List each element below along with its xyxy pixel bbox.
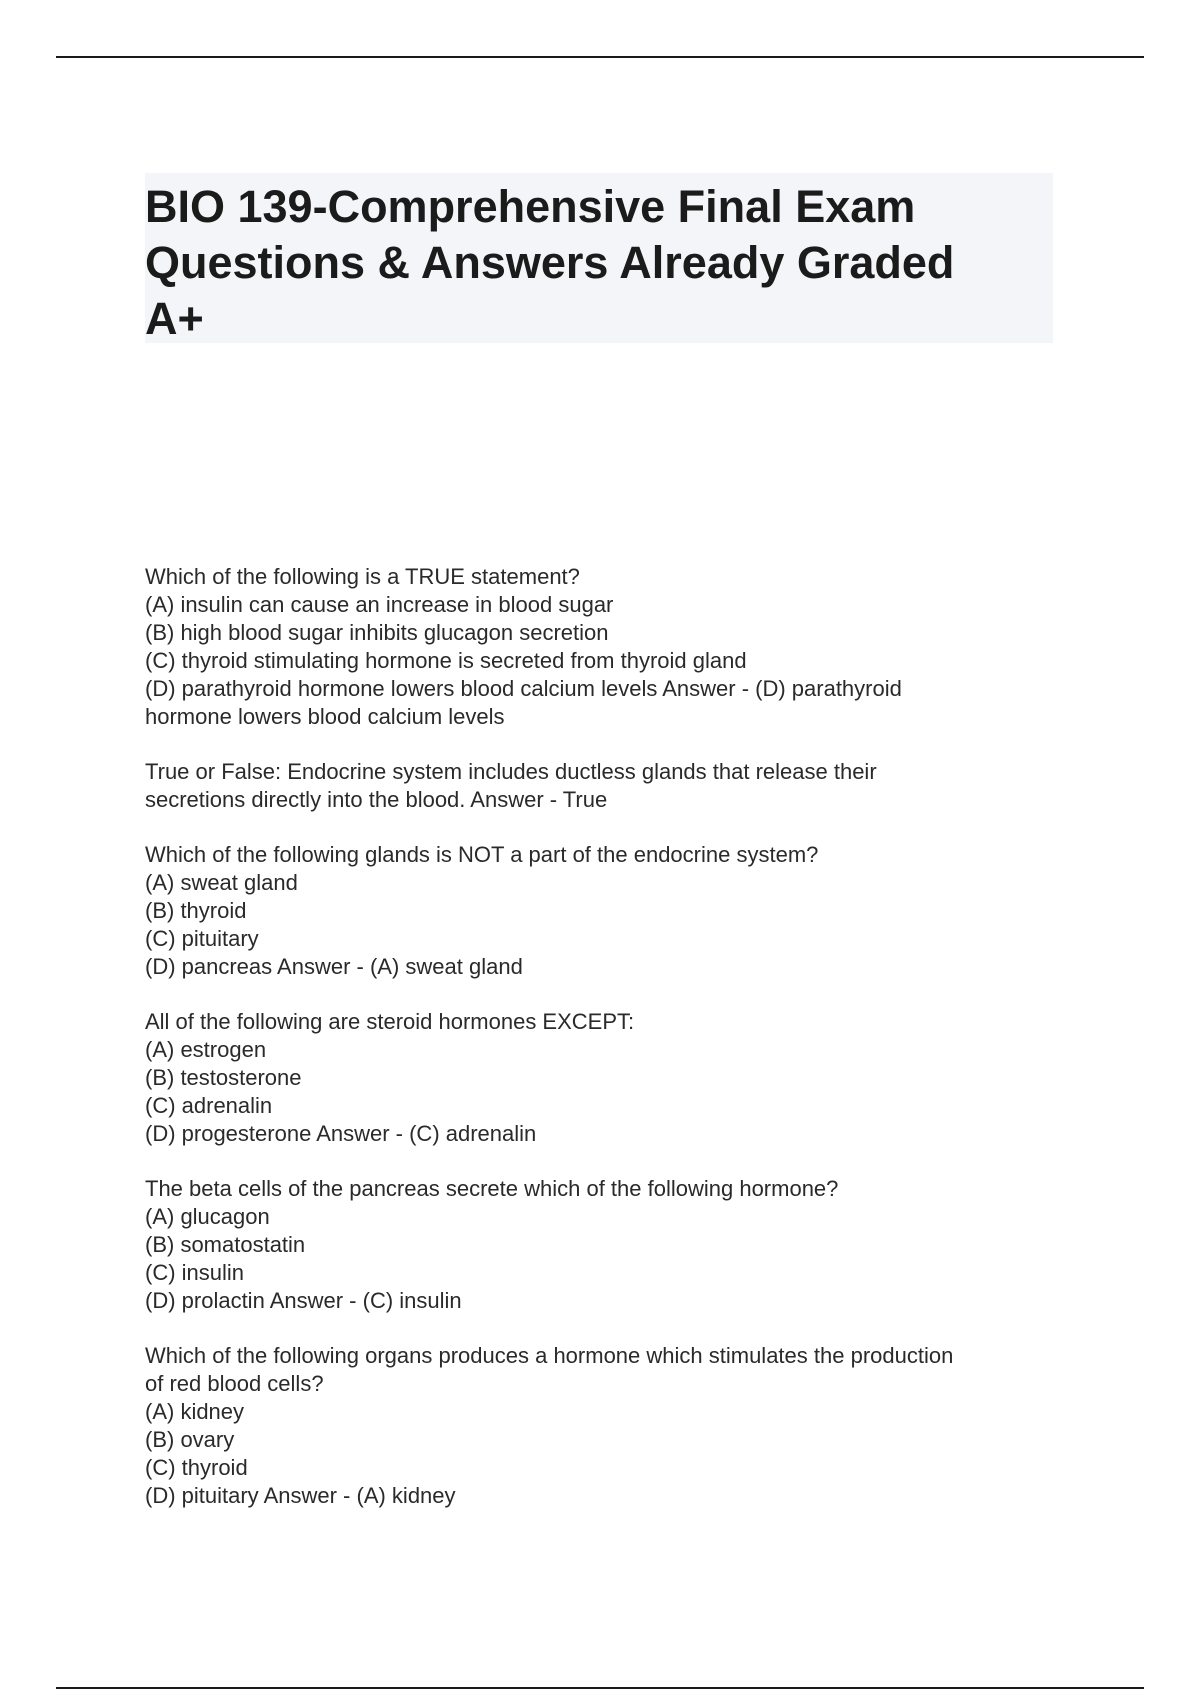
answer-option: (B) somatostatin [145,1232,306,1257]
answer-option: (B) ovary [145,1427,235,1452]
answer-text: hormone lowers blood calcium levels [145,704,505,729]
answer-option: (B) testosterone [145,1065,302,1090]
answer-option: (D) pituitary Answer - (A) kidney [145,1483,456,1508]
answer-text: secretions directly into the blood. Answer - True [145,787,608,812]
title-line: Questions & Answers Already Graded [145,237,955,288]
question-text: All of the following are steroid hormones EXCEPT: [145,1009,635,1034]
answer-option: (C) thyroid [145,1455,248,1480]
question-text: True or False: Endocrine system includes ductless glands that release their [145,759,877,784]
answer-option: (D) pancreas Answer - (A) sweat gland [145,954,523,979]
answer-option: (B) thyroid [145,898,247,923]
question-text: Which of the following organs produces a hormone which stimulates the production [145,1343,954,1368]
answer-option: (C) thyroid stimulating hormone is secreted from thyroid gland [145,648,747,673]
title-line: BIO 139-Comprehensive Final Exam [145,181,916,232]
question-item [145,563,1045,731]
answer-option: (D) parathyroid hormone lowers blood calcium levels Answer - (D) parathyroid [145,676,902,701]
question-item [145,1008,1045,1148]
answer-option: (A) insulin can cause an increase in blood sugar [145,592,614,617]
answer-option: (C) pituitary [145,926,259,951]
question-list [145,563,1045,1537]
document-title [145,173,1053,343]
answer-option: (A) glucagon [145,1204,270,1229]
answer-option: (B) high blood sugar inhibits glucagon secretion [145,620,609,645]
answer-option: (A) estrogen [145,1037,267,1062]
answer-option: (D) progesterone Answer - (C) adrenalin [145,1121,537,1146]
question-text: Which of the following is a TRUE statement? [145,564,580,589]
question-item [145,841,1045,981]
answer-option: (C) adrenalin [145,1093,273,1118]
question-item [145,758,1045,814]
answer-option: (D) prolactin Answer - (C) insulin [145,1288,462,1313]
question-text: of red blood cells? [145,1371,324,1396]
question-item [145,1175,1045,1315]
answer-option: (A) sweat gland [145,870,298,895]
footer-rule [56,1687,1144,1689]
answer-option: (A) kidney [145,1399,245,1424]
header-rule [56,56,1144,58]
title-line: A+ [145,293,204,344]
answer-option: (C) insulin [145,1260,245,1285]
question-item [145,1342,1045,1510]
question-text: Which of the following glands is NOT a part of the endocrine system? [145,842,819,867]
question-text: The beta cells of the pancreas secrete which of the following hormone? [145,1176,839,1201]
